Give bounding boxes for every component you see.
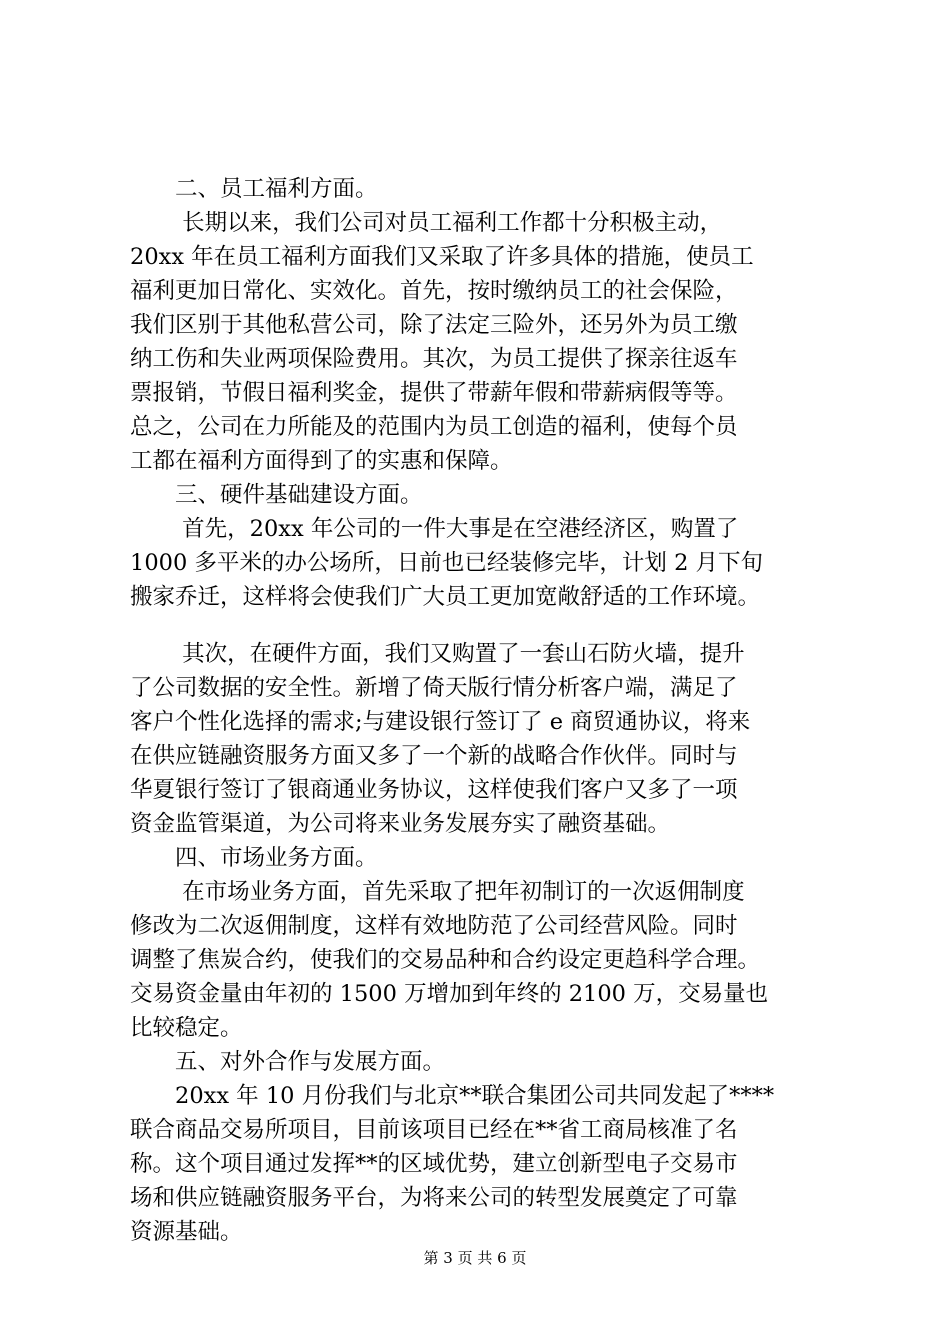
paragraph-line: 其次，在硬件方面，我们又购置了一套山石防火墙，提升: [130, 641, 745, 667]
heading-employee-welfare: 二、员工福利方面。: [130, 176, 378, 202]
paragraph-line: 在市场业务方面，首先采取了把年初制订的一次返佣制度: [130, 879, 745, 905]
paragraph-line: 我们区别于其他私营公司，除了法定三险外，还另外为员工缴: [130, 312, 738, 338]
paragraph-line: 20xx 年 10 月份我们与北京**联合集团公司共同发起了****: [130, 1083, 775, 1109]
paragraph-line: 了公司数据的安全性。新增了倚天版行情分析客户端，满足了: [130, 675, 738, 701]
paragraph-line: 交易资金量由年初的 1500 万增加到年终的 2100 万，交易量也: [130, 981, 769, 1007]
paragraph-line: 比较稳定。: [130, 1015, 243, 1041]
paragraph-line: 调整了焦炭合约，使我们的交易品种和合约设定更趋科学合理。: [130, 947, 761, 973]
paragraph-line: 工都在福利方面得到了的实惠和保障。: [130, 448, 513, 474]
heading-market: 四、市场业务方面。: [130, 845, 378, 871]
paragraph-line: 称。这个项目通过发挥**的区域优势，建立创新型电子交易市: [130, 1151, 738, 1177]
paragraph-line: 修改为二次返佣制度，这样有效地防范了公司经营风险。同时: [130, 913, 738, 939]
heading-cooperation: 五、对外合作与发展方面。: [130, 1049, 446, 1075]
paragraph-line: 福利更加日常化、实效化。首先，按时缴纳员工的社会保险，: [130, 278, 738, 304]
paragraph-line: 资源基础。: [130, 1219, 243, 1245]
heading-hardware: 三、硬件基础建设方面。: [130, 482, 423, 508]
paragraph-line: 搬家乔迁，这样将会使我们广大员工更加宽敞舒适的工作环境。: [130, 584, 761, 610]
paragraph-line: 20xx 年在员工福利方面我们又采取了许多具体的措施，使员工: [130, 244, 754, 270]
paragraph-line: 纳工伤和失业两项保险费用。其次，为员工提供了探亲往返车: [130, 346, 738, 372]
paragraph-line: 长期以来，我们公司对员工福利工作都十分积极主动，: [130, 210, 723, 236]
paragraph-line: 1000 多平米的办公场所，日前也已经装修完毕，计划 2 月下旬: [130, 550, 764, 576]
paragraph-line: 票报销，节假日福利奖金，提供了带薪年假和带薪病假等等。: [130, 380, 738, 406]
paragraph-line: 华夏银行签订了银商通业务协议，这样使我们客户又多了一项: [130, 777, 738, 803]
paragraph-line: 场和供应链融资服务平台，为将来公司的转型发展奠定了可靠: [130, 1185, 738, 1211]
page-footer: 第 3 页 共 6 页: [423, 1249, 527, 1267]
paragraph-line: 在供应链融资服务方面又多了一个新的战略合作伙伴。同时与: [130, 743, 738, 769]
paragraph-line: 联合商品交易所项目，目前该项目已经在**省工商局核准了名: [130, 1117, 738, 1143]
paragraph-line: 资金监管渠道，为公司将来业务发展夯实了融资基础。: [130, 811, 671, 837]
paragraph-line: 总之，公司在力所能及的范围内为员工创造的福利，使每个员: [130, 414, 738, 440]
paragraph-line: 首先，20xx 年公司的一件大事是在空港经济区，购置了: [130, 516, 739, 542]
paragraph-line: 客户个性化选择的需求;与建设银行签订了 e 商贸通协议，将来: [130, 709, 751, 735]
